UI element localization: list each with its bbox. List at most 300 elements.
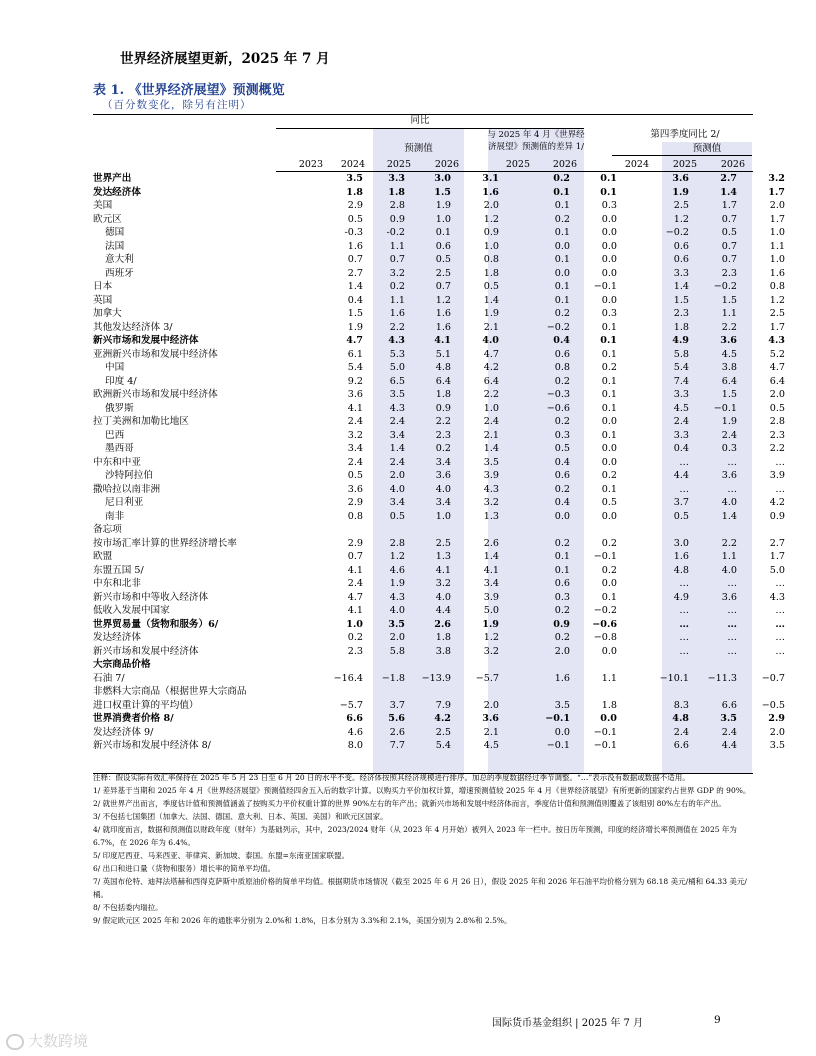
row-value: 1.4: [720, 186, 737, 198]
row-label: 拉丁美洲和加勒比地区: [93, 416, 189, 427]
note: 7/ 英国布伦特、迪拜法塔赫和西得克萨斯中质原油价格的简单平均值。根据期货市场情况（截至 2025 年 6 月 26 日），假设 2025 年和 2026 年石油平均价格分别为 68.18 美元/桶和 64.33 美元/桶。: [93, 877, 747, 899]
row-value: −0.1: [593, 726, 617, 738]
row-value: 1.8: [601, 699, 617, 711]
row-value: 0.7: [347, 254, 363, 265]
row-value: 3.4: [435, 497, 451, 508]
row-value: 2.5: [435, 726, 451, 738]
row-value: 4.3: [768, 335, 785, 346]
row-label: 新兴市场和中等收入经济体: [93, 591, 209, 603]
row-value: 0.2: [554, 605, 570, 616]
row-value: …: [679, 618, 689, 630]
row-value: 0.5: [347, 213, 363, 225]
row-value: 4.9: [672, 335, 689, 346]
year-header: 2026: [552, 159, 577, 170]
row-value: 4.5: [673, 402, 689, 414]
row-value: …: [727, 578, 737, 589]
row-value: 2.5: [435, 537, 451, 549]
row-value: 0.4: [553, 335, 570, 346]
row-value: 4.0: [389, 605, 405, 616]
row-value: 6.4: [483, 375, 499, 387]
row-value: −0.1: [593, 281, 617, 292]
row-value: −0.8: [593, 632, 617, 643]
row-value: −0.6: [592, 618, 617, 630]
row-value: 0.7: [389, 254, 405, 265]
row-value: 0.5: [673, 510, 689, 522]
table-row: [93, 712, 785, 726]
row-value: −0.1: [593, 551, 617, 562]
row-label: 日本: [93, 281, 113, 292]
table-row: [93, 321, 785, 335]
row-value: 4.5: [483, 740, 499, 751]
row-label: 中东和中亚: [93, 456, 141, 468]
row-value: 2.4: [389, 456, 405, 468]
row-value: 0.8: [554, 362, 570, 373]
watermark-logo-icon: [6, 1034, 24, 1050]
row-value: 3.2: [435, 578, 451, 589]
table-notes: [93, 771, 753, 927]
row-value: 4.3: [389, 591, 405, 603]
row-value: 2.2: [483, 389, 499, 400]
row-value: 6.6: [346, 713, 363, 724]
table-row: [93, 739, 785, 753]
row-value: 2.3: [721, 267, 737, 279]
row-value: 0.2: [554, 632, 570, 643]
row-label: 加拿大: [93, 308, 122, 319]
row-label: 大宗商品价格: [93, 659, 151, 670]
row-value: 1.4: [483, 443, 499, 454]
table-row: [93, 618, 785, 632]
table-title: 表 1. 《世界经济展望》预测概览: [93, 83, 285, 98]
row-value: …: [679, 632, 689, 643]
row-value: 0.1: [554, 200, 570, 211]
table-row: [93, 537, 785, 551]
row-value: 3.6: [435, 470, 451, 481]
row-value: 2.0: [769, 389, 785, 400]
table-row: [93, 415, 785, 429]
year-header: 2023: [298, 159, 323, 170]
row-value: 4.6: [347, 726, 363, 738]
table-row: [93, 307, 785, 321]
row-value: 2.5: [673, 200, 689, 211]
row-value: 2.4: [721, 429, 737, 441]
row-value: 1.4: [721, 510, 737, 522]
table-row: [93, 388, 785, 402]
row-value: 1.9: [435, 200, 451, 211]
row-value: 3.4: [389, 429, 405, 441]
row-value: 2.3: [435, 429, 451, 441]
row-value: 0.1: [600, 335, 617, 346]
row-value: 0.2: [389, 281, 405, 292]
row-value: −0.2: [546, 321, 570, 333]
table-row: [93, 172, 785, 186]
table-row: [93, 550, 785, 564]
note: 6/ 出口和进口量（货物和服务）增长率的简单平均值。: [93, 864, 276, 873]
row-value: 0.2: [554, 375, 570, 387]
row-value: −10.1: [659, 672, 689, 684]
row-value: 0.1: [554, 254, 570, 265]
row-value: 3.4: [347, 443, 363, 454]
row-label: 中国: [105, 362, 125, 373]
row-value: 1.6: [347, 240, 363, 252]
row-value: 3.0: [434, 173, 451, 184]
row-value: 0.3: [601, 200, 617, 211]
row-value: 1.9: [389, 578, 405, 589]
row-value: 5.8: [389, 645, 405, 657]
row-value: 4.3: [388, 335, 405, 346]
row-value: 0.8: [483, 254, 499, 265]
row-value: 0.3: [601, 308, 617, 319]
row-value: 0.1: [554, 564, 570, 576]
note: 1/ 差异基于当期和 2025 年 4 月《世界经济展望》预测值经四舍五入后的数字计算。以购买力平价加权计算，增速预测值较 2025 年 4 月《世界经济展望》有所更新的国家约占世界 GDP 的 90%。: [93, 786, 751, 795]
table-row: [93, 456, 785, 470]
row-value: …: [775, 483, 785, 495]
table-subtitle: （百分数变化，除另有注明）: [102, 99, 252, 111]
table-row: [93, 564, 785, 578]
row-value: 1.1: [601, 672, 617, 684]
row-value: 1.9: [672, 186, 689, 198]
row-label: 备忘项: [93, 524, 122, 535]
note: 2/ 就世界产出而言，季度估计值和预测值涵盖了按购买力平价权重计算的世界 90%左右的年产出；就新兴市场和发展中经济体而言，季度估计值和预测值则覆盖了该组别 80%左右的年产出。: [93, 799, 726, 808]
row-value: …: [775, 618, 785, 630]
page-number: 9: [714, 1014, 721, 1026]
row-value: 9.2: [347, 375, 363, 387]
row-label: 欧盟: [93, 551, 113, 562]
table-row: [93, 199, 785, 213]
row-value: 0.0: [600, 713, 617, 724]
row-value: 4.0: [721, 497, 737, 508]
row-value: 1.4: [483, 294, 499, 306]
row-value: 0.6: [673, 254, 689, 265]
year-header: 2026: [720, 159, 745, 170]
row-label: 其他发达经济体 3/: [93, 321, 173, 333]
row-value: 2.5: [435, 267, 451, 279]
table-row: [93, 591, 785, 605]
row-value: 0.2: [435, 443, 451, 454]
table-row: [93, 334, 785, 348]
row-value: 2.0: [483, 699, 499, 711]
row-value: 1.5: [673, 294, 689, 306]
row-label: 非燃料大宗商品（根据世界大宗商品: [93, 686, 247, 697]
row-label: 南非: [105, 510, 125, 522]
row-value: 0.1: [601, 389, 617, 400]
row-label: 沙特阿拉伯: [105, 470, 153, 481]
row-value: 0.0: [554, 510, 570, 522]
year-header: 2026: [434, 159, 459, 170]
row-value: 1.8: [435, 389, 451, 400]
row-value: 1.5: [347, 308, 363, 319]
row-value: 1.6: [389, 308, 405, 319]
row-value: −0.2: [713, 281, 737, 292]
yoy-rule: [276, 128, 584, 129]
row-value: 1.1: [721, 308, 737, 319]
row-value: 4.4: [721, 740, 737, 751]
row-value: 0.0: [601, 267, 617, 279]
row-value: 0.1: [601, 375, 617, 387]
row-value: 0.1: [601, 348, 617, 360]
row-value: 3.6: [347, 389, 363, 400]
row-value: 5.4: [435, 740, 451, 751]
row-value: 8.3: [673, 699, 689, 711]
row-value: 0.1: [554, 227, 570, 238]
row-value: 0.0: [601, 213, 617, 225]
row-label: 巴西: [105, 429, 125, 441]
row-value: 6.1: [347, 348, 363, 360]
row-value: 0.1: [601, 483, 617, 495]
row-value: 3.6: [721, 470, 737, 481]
row-value: 4.1: [347, 605, 363, 616]
row-value: 0.9: [483, 227, 499, 238]
year-header: 2024: [624, 159, 649, 170]
row-value: 1.6: [769, 267, 785, 279]
row-value: 0.2: [554, 537, 570, 549]
row-value: 2.2: [769, 443, 785, 454]
row-value: 3.9: [483, 470, 499, 481]
row-value: …: [679, 578, 689, 589]
table-row: [93, 361, 785, 375]
row-value: 3.8: [721, 362, 737, 373]
row-value: 2.8: [769, 416, 785, 427]
row-value: 3.6: [720, 335, 737, 346]
row-label: 中东和北非: [93, 578, 141, 589]
row-value: 0.0: [601, 510, 617, 522]
row-value: 6.4: [721, 375, 737, 387]
row-value: 5.3: [389, 348, 405, 360]
row-label: 俄罗斯: [105, 402, 134, 414]
row-value: −0.1: [713, 402, 737, 414]
row-label: 进口权重计算的平均值）: [93, 699, 199, 711]
row-value: 3.2: [347, 429, 363, 441]
row-value: 0.1: [435, 227, 451, 238]
row-value: −11.3: [707, 672, 737, 684]
row-value: 0.2: [554, 213, 570, 225]
row-label: 美国: [93, 200, 113, 211]
row-label: 亚洲新兴市场和发展中经济体: [93, 348, 218, 360]
row-value: 3.4: [483, 578, 499, 589]
row-value: 1.3: [483, 510, 499, 522]
row-value: 2.1: [483, 429, 499, 441]
header-diff-line2: 济展望》预测值的差异 1/: [488, 142, 584, 152]
row-label: 英国: [93, 294, 113, 306]
row-value: 0.6: [673, 240, 689, 252]
row-value: 4.0: [389, 483, 405, 495]
row-value: 2.9: [347, 537, 363, 549]
table-row: [93, 658, 753, 672]
row-value: 0.8: [769, 281, 785, 292]
row-label: 新兴市场和发展中经济体 8/: [93, 740, 211, 751]
page-footer: 国际货币基金组织 | 2025 年 7 月: [492, 1018, 644, 1029]
row-value: 0.7: [721, 213, 737, 225]
row-value: 8.0: [347, 740, 363, 751]
row-value: 4.0: [482, 335, 499, 346]
row-value: 2.7: [347, 267, 363, 279]
row-value: 2.4: [673, 726, 689, 738]
row-value: 6.4: [769, 375, 785, 387]
header-forecast: 预测值: [404, 143, 433, 154]
table-row: [93, 280, 785, 294]
row-value: 4.7: [483, 348, 499, 360]
row-value: 4.1: [434, 335, 451, 346]
table-row: [93, 253, 785, 267]
year-header: 2024: [340, 159, 365, 170]
row-value: 0.9: [769, 510, 785, 522]
row-value: −0.3: [546, 389, 570, 400]
row-value: 5.6: [388, 713, 405, 724]
table-row: [93, 226, 785, 240]
row-value: 0.5: [721, 227, 737, 238]
row-value: −1.8: [381, 672, 405, 684]
row-value: −0.1: [545, 713, 570, 724]
row-value: 0.0: [601, 456, 617, 468]
row-value: 1.8: [483, 267, 499, 279]
row-value: 0.0: [554, 726, 570, 738]
row-value: …: [679, 456, 689, 468]
row-value: 1.7: [769, 213, 785, 225]
row-value: 5.1: [435, 348, 451, 360]
row-value: 5.8: [673, 348, 689, 360]
row-value: 1.1: [769, 240, 785, 252]
table-row: [93, 402, 785, 416]
row-value: 1.1: [721, 551, 737, 562]
row-value: 4.3: [769, 591, 785, 603]
row-value: 0.5: [554, 443, 570, 454]
row-value: 0.6: [554, 470, 570, 481]
row-value: 0.6: [435, 240, 451, 252]
row-value: 2.9: [347, 497, 363, 508]
row-label: 世界消费者价格 8/: [93, 713, 174, 724]
row-label: 世界贸易量（货物和服务）6/: [93, 618, 219, 630]
year-header: 2025: [672, 159, 697, 170]
row-value: …: [727, 618, 737, 630]
row-value: 4.1: [483, 564, 499, 576]
row-value: 3.5: [769, 740, 785, 751]
row-value: …: [775, 578, 785, 589]
row-value: 1.4: [389, 443, 405, 454]
row-value: 1.8: [435, 632, 451, 643]
row-value: −0.6: [546, 402, 570, 414]
row-value: 3.1: [482, 173, 499, 184]
table-row: [93, 348, 785, 362]
row-value: 0.5: [601, 497, 617, 508]
row-value: 6.5: [389, 375, 405, 387]
row-value: 0.1: [601, 591, 617, 603]
header-q4-forecast: 预测值: [692, 143, 722, 154]
row-value: 0.0: [601, 645, 617, 657]
row-value: 5.0: [483, 605, 499, 616]
row-value: 5.0: [389, 362, 405, 373]
row-value: 2.2: [435, 416, 451, 427]
row-value: 3.6: [721, 591, 737, 603]
row-value: 3.3: [388, 173, 405, 184]
row-value: 2.6: [434, 618, 451, 630]
table-row: [93, 469, 785, 483]
row-value: 0.3: [554, 429, 570, 441]
row-label: 欧元区: [93, 213, 122, 225]
row-label: 尼日利亚: [105, 497, 144, 508]
row-value: 1.6: [435, 321, 451, 333]
row-value: 3.5: [389, 389, 405, 400]
row-value: 4.8: [672, 713, 689, 724]
row-value: 0.1: [554, 294, 570, 306]
row-value: 0.2: [554, 416, 570, 427]
row-value: …: [775, 456, 785, 468]
note: 注释：假设实际有效汇率保持在 2025 年 5 月 23 日至 6 月 20 日的水平不变。经济体按照其经济规模进行排序。加总的季度数据经过季节调整。“…”表示没有数据或数据不适用。: [93, 773, 690, 782]
row-label: 撒哈拉以南非洲: [93, 483, 161, 495]
row-value: …: [727, 456, 737, 468]
row-value: 1.8: [673, 321, 689, 333]
note: 3/ 不包括七国集团（加拿大、法国、德国、意大利、日本、英国、美国）和欧元区国家。: [93, 812, 388, 821]
row-value: 0.4: [673, 443, 689, 454]
row-value: 1.4: [483, 551, 499, 562]
row-value: 1.8: [388, 186, 405, 198]
header-yoy: 同比: [410, 115, 430, 126]
header-q4: 第四季度同比 2/: [650, 129, 720, 140]
row-value: 0.6: [554, 348, 570, 360]
row-value: 2.4: [721, 726, 737, 738]
row-value: 1.0: [483, 240, 499, 252]
row-value: 2.4: [673, 416, 689, 427]
row-value: 0.7: [721, 240, 737, 252]
table-row: [93, 483, 785, 497]
row-value: 0.1: [600, 173, 617, 184]
row-value: 1.1: [389, 240, 405, 252]
row-value: 2.7: [720, 173, 737, 184]
row-value: …: [775, 605, 785, 616]
row-value: 0.1: [600, 186, 617, 198]
row-value: 7.9: [435, 699, 451, 711]
row-value: 4.3: [483, 483, 499, 495]
row-value: 3.5: [720, 713, 737, 724]
row-value: 0.0: [601, 227, 617, 238]
watermark-text: 大数跨境: [28, 1032, 89, 1050]
row-value: 1.0: [435, 213, 451, 225]
row-value: 0.7: [435, 281, 451, 292]
row-value: 0.5: [435, 254, 451, 265]
row-value: −0.2: [665, 227, 689, 238]
row-label: 按市场汇率计算的世界经济增长率: [93, 537, 237, 549]
row-value: 1.2: [673, 213, 689, 225]
row-value: 2.9: [768, 713, 785, 724]
row-value: 0.3: [554, 591, 570, 603]
row-value: 6.6: [673, 740, 689, 751]
row-value: 1.7: [768, 186, 785, 198]
row-value: 4.4: [435, 605, 451, 616]
row-value: 3.8: [435, 645, 451, 657]
row-value: 4.9: [673, 591, 689, 603]
row-value: 1.8: [346, 186, 363, 198]
row-value: 2.3: [347, 645, 363, 657]
row-value: 4.5: [721, 348, 737, 360]
row-value: …: [679, 483, 689, 495]
row-value: 3.5: [388, 618, 405, 630]
row-value: 0.2: [601, 564, 617, 576]
row-label: 发达经济体: [93, 186, 141, 198]
row-value: 3.2: [483, 645, 499, 657]
row-value: 1.6: [482, 186, 499, 198]
row-label: 低收入发展中国家: [93, 605, 170, 616]
row-value: 0.2: [554, 308, 570, 319]
row-value: 2.0: [769, 726, 785, 738]
year-header: 2025: [386, 159, 411, 170]
row-value: 1.3: [435, 551, 451, 562]
row-value: 4.7: [347, 591, 363, 603]
row-label: 石油 7/: [93, 672, 125, 684]
row-value: 3.4: [435, 456, 451, 468]
row-value: 3.6: [482, 713, 499, 724]
row-value: 2.0: [483, 200, 499, 211]
row-value: 0.1: [554, 551, 570, 562]
note: 9/ 假定欧元区 2025 年和 2026 年的通胀率分别为 2.0%和 1.8%，日本分别为 3.3%和 2.1%，美国分别为 2.8%和 2.5%。: [93, 916, 512, 925]
row-value: 2.4: [347, 456, 363, 468]
